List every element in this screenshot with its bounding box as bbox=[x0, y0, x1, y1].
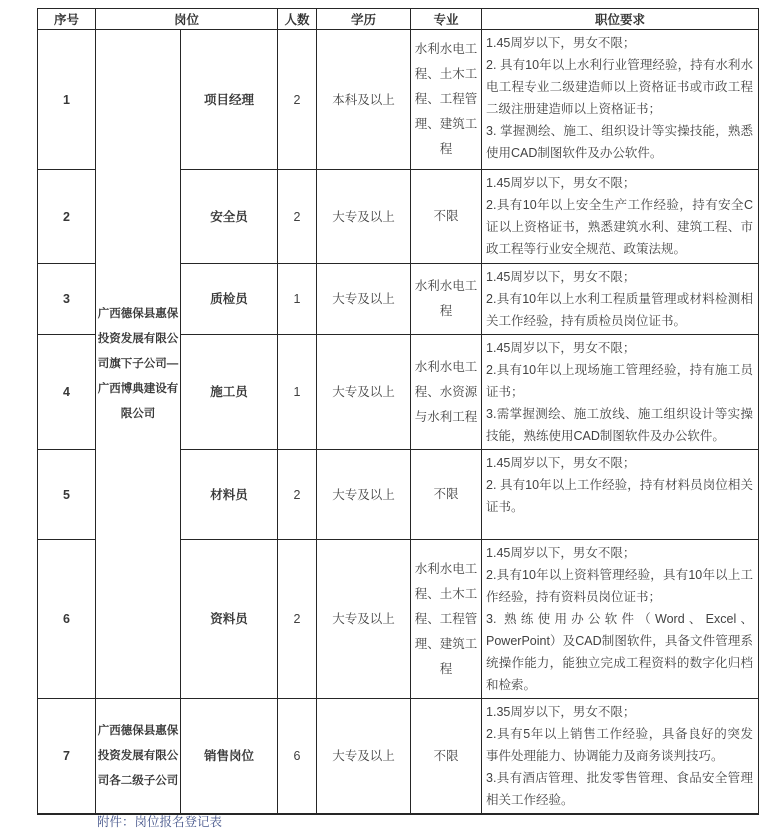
requirement-item: 1.45周岁以下，男女不限； bbox=[486, 341, 636, 355]
requirement-item: 2.具有10年以上资料管理经验，具有10年以上工作经验，持有资料员岗位证书； bbox=[486, 568, 754, 604]
count-cell: 2 bbox=[278, 450, 317, 540]
requirement-item: 2.具有10年以上水利工程质量管理或材料检测相关工作经验，持有质检员岗位证书。 bbox=[486, 292, 754, 328]
requirement-item: 2.具有10年以上安全生产工作经验，持有安全C证以上资格证书，熟悉建筑水利、建筑工程、市政工程等行业安全规范、政策法规。 bbox=[486, 198, 754, 256]
education-cell: 大专及以上 bbox=[317, 540, 411, 699]
major-cell: 水利水电工程、土木工程、工程管理、建筑工程 bbox=[411, 30, 482, 170]
requirement-item: 3. 掌握测绘、施工、组织设计等实操技能，熟悉使用CAD制图软件及办公软件。 bbox=[486, 124, 754, 160]
seq-cell: 4 bbox=[38, 335, 96, 450]
requirements-cell bbox=[482, 699, 759, 815]
requirement-item: 3.具有酒店管理、批发零售管理、食品安全管理相关工作经验。 bbox=[486, 771, 754, 807]
count-cell: 2 bbox=[278, 540, 317, 699]
requirement-item: 1.45周岁以下，男女不限； bbox=[486, 176, 636, 190]
table-row bbox=[38, 30, 759, 170]
position-cell: 资料员 bbox=[181, 540, 278, 699]
seq-cell: 5 bbox=[38, 450, 96, 540]
requirement-item: 2. 具有10年以上水利行业管理经验，持有水利水电工程专业二级建造师以上资格证书或市政工程二级注册建造师以上资格证书； bbox=[486, 58, 754, 116]
position-cell: 项目经理 bbox=[181, 30, 278, 170]
requirement-item: 1.45周岁以下，男女不限； bbox=[486, 36, 636, 50]
count-cell: 1 bbox=[278, 335, 317, 450]
clipped-attachment-link[interactable]: 附件：岗位报名登记表 bbox=[97, 815, 223, 829]
count-cell: 2 bbox=[278, 170, 317, 264]
header-major: 专业 bbox=[411, 9, 482, 30]
major-cell: 水利水电工程、土木工程、工程管理、建筑工程 bbox=[411, 540, 482, 699]
requirement-item: 3. 熟练使用办公软件（Word、Excel、PowerPoint）及CAD制图软件，具备文件管理系统操作能力，能独立完成工程资料的数字化归档和检索。 bbox=[486, 612, 754, 692]
position-cell: 质检员 bbox=[181, 264, 278, 335]
major-cell: 水利水电工程 bbox=[411, 264, 482, 335]
education-cell: 大专及以上 bbox=[317, 699, 411, 815]
major-cell: 不限 bbox=[411, 450, 482, 540]
header-position: 岗位 bbox=[96, 9, 278, 30]
requirement-item: 2.具有10年以上现场施工管理经验，持有施工员证书； bbox=[486, 363, 754, 399]
requirement-item: 1.45周岁以下，男女不限； bbox=[486, 546, 636, 560]
count-cell: 2 bbox=[278, 30, 317, 170]
count-cell: 6 bbox=[278, 699, 317, 815]
requirements-cell bbox=[482, 450, 759, 540]
requirement-item: 3.需掌握测绘、施工放线、施工组织设计等实操技能，熟练使用CAD制图软件及办公软件。 bbox=[486, 407, 754, 443]
requirement-item: 2.具有5年以上销售工作经验，具备良好的突发事件处理能力、协调能力及商务谈判技巧。 bbox=[486, 727, 754, 763]
requirements-cell bbox=[482, 540, 759, 699]
education-cell: 大专及以上 bbox=[317, 264, 411, 335]
recruitment-table-page bbox=[0, 8, 765, 829]
requirements-cell bbox=[482, 335, 759, 450]
seq-cell: 6 bbox=[38, 540, 96, 699]
education-cell: 大专及以上 bbox=[317, 450, 411, 540]
requirement-item: 1.45周岁以下，男女不限； bbox=[486, 270, 636, 284]
header-count: 人数 bbox=[278, 9, 317, 30]
position-cell: 销售岗位 bbox=[181, 699, 278, 815]
count-cell: 1 bbox=[278, 264, 317, 335]
position-cell: 施工员 bbox=[181, 335, 278, 450]
header-row bbox=[38, 9, 759, 30]
seq-cell: 1 bbox=[38, 30, 96, 170]
seq-cell: 2 bbox=[38, 170, 96, 264]
requirement-item: 1.35周岁以下，男女不限； bbox=[486, 705, 636, 719]
header-education: 学历 bbox=[317, 9, 411, 30]
requirement-item: 1.45周岁以下，男女不限； bbox=[486, 456, 636, 470]
major-cell: 不限 bbox=[411, 170, 482, 264]
major-cell: 不限 bbox=[411, 699, 482, 815]
education-cell: 本科及以上 bbox=[317, 30, 411, 170]
seq-cell: 7 bbox=[38, 699, 96, 815]
seq-cell: 3 bbox=[38, 264, 96, 335]
requirement-item: 2. 具有10年以上工作经验，持有材料员岗位相关证书。 bbox=[486, 478, 754, 514]
job-positions-table bbox=[37, 8, 759, 815]
education-cell: 大专及以上 bbox=[317, 335, 411, 450]
requirements-cell bbox=[482, 30, 759, 170]
education-cell: 大专及以上 bbox=[317, 170, 411, 264]
position-cell: 材料员 bbox=[181, 450, 278, 540]
requirements-cell bbox=[482, 264, 759, 335]
requirements-cell bbox=[482, 170, 759, 264]
position-cell: 安全员 bbox=[181, 170, 278, 264]
header-seq: 序号 bbox=[38, 9, 96, 30]
header-requirements: 职位要求 bbox=[482, 9, 759, 30]
company-cell-main: 广西德保县惠保投资发展有限公司旗下子公司—广西博典建设有限公司 bbox=[96, 30, 181, 699]
major-cell: 水利水电工程、水资源与水利工程 bbox=[411, 335, 482, 450]
table-row bbox=[38, 699, 759, 815]
company-cell-sales: 广西德保县惠保投资发展有限公司各二级子公司 bbox=[96, 699, 181, 815]
